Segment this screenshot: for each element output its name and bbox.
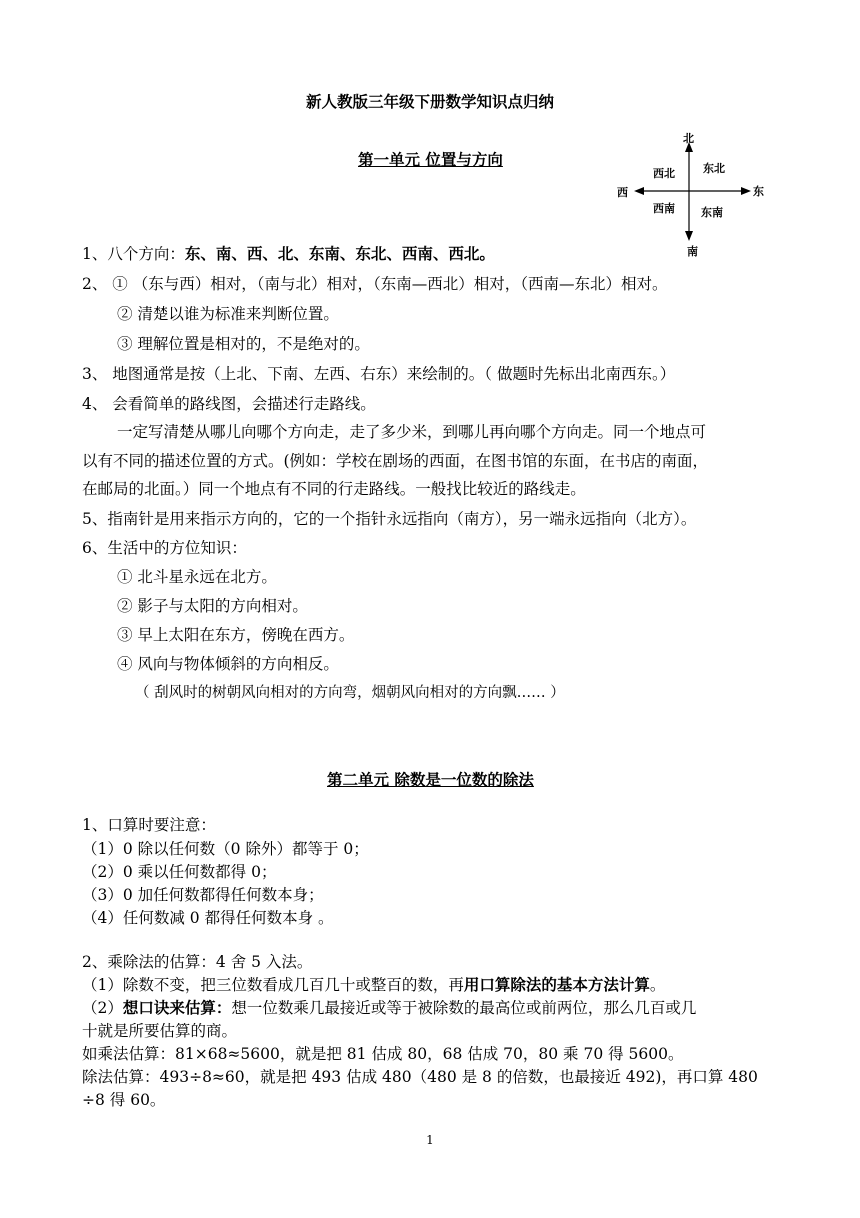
unit1-line-16: （ 刮风时的树朝风向相对的方向弯，烟朝风向相对的方向飘…… ）: [135, 685, 565, 701]
compass-southwest: 西南: [653, 202, 675, 215]
unit1-line-8: 以有不同的描述位置的方式。(例如：学校在剧场的西面，在图书馆的东面，在书店的南面，: [82, 452, 709, 470]
unit2-line-10: 如乘法估算：81×68≈5600，就是把 81 估成 80，68 估成 70，80 乘 70 得 5600。: [82, 1045, 684, 1063]
compass-north: 北: [683, 132, 694, 145]
unit1-eight-directions: 东、南、西、北、东南、东北、西南、西北。: [184, 244, 495, 263]
unit1-line-1: [82, 243, 495, 265]
unit2-title: 第二单元 除数是一位数的除法: [327, 771, 534, 789]
unit1-line-7: 一定写清楚从哪儿向哪个方向走，走了多少米，到哪儿再向哪个方向走。同一个地点可: [117, 423, 707, 441]
unit2-line-7-bold: 用口算除法的基本方法计算: [463, 975, 650, 994]
compass-southeast: 东南: [701, 206, 723, 219]
page-number: 1: [426, 1133, 434, 1147]
unit1-title: 第一单元 位置与方向: [358, 151, 503, 169]
unit2-line-3: （2）0 乘以任何数都得 0；: [82, 863, 277, 881]
unit2-line-8-text: 想一位数乘几最接近或等于被除数的最高位或前两位，那么几百或几: [231, 999, 697, 1017]
unit2-line-8-bold: 想口诀来估算：: [122, 998, 232, 1017]
compass-west: 西: [617, 186, 628, 199]
unit1-line-13: ② 影子与太阳的方向相对。: [117, 597, 308, 615]
compass-south: 南: [687, 245, 698, 258]
unit1-line-10: 5、指南针是用来指示方向的，它的一个指针永远指向（南方），另一端永远指向（北方）。: [82, 510, 697, 528]
unit1-line-1-label: 1、八个方向：: [82, 245, 185, 263]
unit1-line-9: 在邮局的北面。）同一个地点有不同的行走路线。一般找比较近的路线走。: [82, 480, 586, 498]
unit2-line-5: （4）任何数减 0 都得任何数本身 。: [82, 909, 334, 927]
unit2-line-8: [82, 997, 696, 1019]
unit2-line-2: （1）0 除以任何数（0 除外）都等于 0；: [82, 840, 369, 858]
unit2-line-4: （3）0 加任何数都得任何数本身；: [82, 886, 324, 904]
unit1-line-6: 4、 会看简单的路线图，会描述行走路线。: [82, 395, 376, 413]
unit1-line-4: ③ 理解位置是相对的，不是绝对的。: [117, 335, 370, 353]
unit2-line-7-end: 。: [649, 976, 666, 994]
unit1-line-11: 6、生活中的方位知识：: [82, 539, 247, 557]
unit2-line-7: [82, 974, 665, 996]
unit2-line-11: 除法估算：493÷8≈60，就是把 493 估成 480（480 是 8 的倍数，也最接近 492)，再口算 480: [82, 1068, 758, 1086]
unit2-line-1: 1、口算时要注意：: [82, 816, 216, 834]
unit1-line-5: 3、 地图通常是按（上北、下南、左西、右东）来绘制的。（ 做题时先标出北南西东。）: [82, 365, 676, 383]
unit1-line-3: ② 清楚以谁为标准来判断位置。: [117, 305, 339, 323]
unit1-line-2: 2、 ① （东与西）相对，（南与北）相对，（东南—西北）相对，（西南—东北）相对。: [82, 275, 668, 293]
unit2-line-6: 2、乘除法的估算：4 舍 5 入法。: [82, 953, 313, 971]
compass-east: 东: [753, 185, 764, 198]
unit2-line-12: ÷8 得 60。: [82, 1091, 166, 1109]
unit1-line-14: ③ 早上太阳在东方，傍晚在西方。: [117, 626, 355, 644]
unit1-line-15: ④ 风向与物体倾斜的方向相反。: [117, 655, 339, 673]
unit2-line-9: 十就是所要估算的商。: [82, 1022, 238, 1040]
unit2-line-7-text: （1）除数不变，把三位数看成几百几十或整百的数，再: [82, 976, 464, 994]
unit1-line-12: ① 北斗星永远在北方。: [117, 568, 277, 586]
compass-northeast: 东北: [703, 162, 725, 175]
unit2-line-8-prefix: （2）: [82, 999, 123, 1017]
document-title: 新人教版三年级下册数学知识点归纳: [305, 93, 554, 111]
compass-arrows: [0, 0, 860, 260]
compass-northwest: 西北: [653, 167, 675, 180]
